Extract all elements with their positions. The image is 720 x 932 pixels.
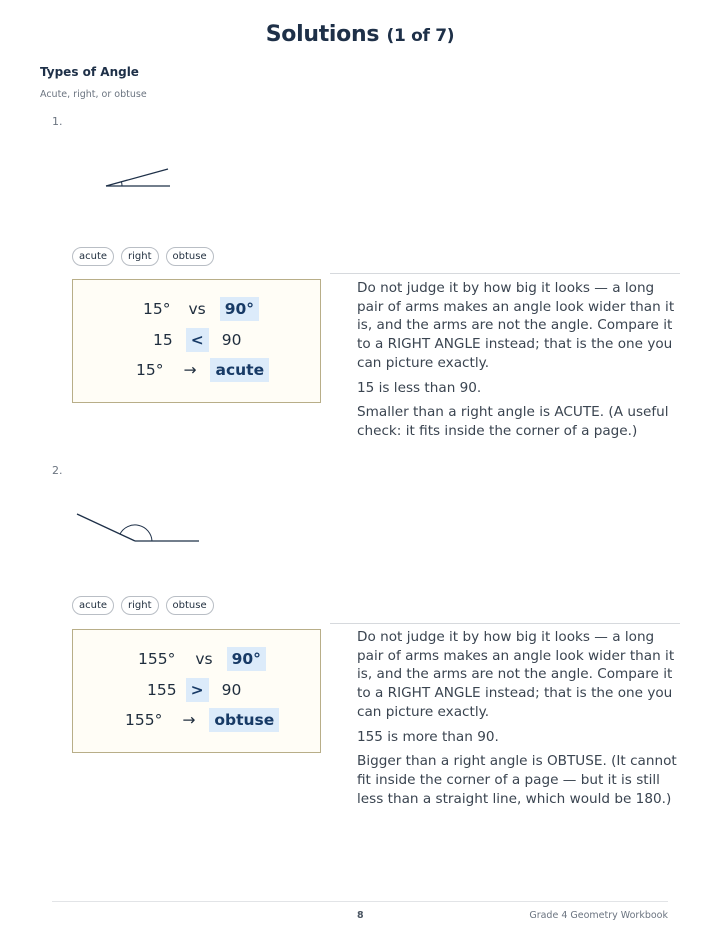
explanation-paragraph: Do not judge it by how big it looks — a long pair of arms makes an angle look wider than it is, and the arms are not the angle. Compare it to a RIGHT ANGLE instead; that is the one you can picture exactly. <box>357 280 675 371</box>
angle-arc <box>122 182 123 186</box>
answer-choices <box>72 596 214 615</box>
result-row <box>125 708 279 732</box>
relation-right: 90 <box>221 331 242 349</box>
relation-sign: < <box>186 328 209 352</box>
book-title: Grade 4 Geometry Workbook <box>529 910 668 921</box>
angle-value: 155° <box>138 650 176 668</box>
explanation <box>357 628 679 814</box>
compare-row <box>143 297 259 321</box>
problem-number: 1. <box>52 115 63 128</box>
choice-chip-obtuse[interactable]: obtuse <box>166 247 214 266</box>
arrow-icon: → <box>183 361 197 379</box>
relation-row <box>147 678 241 702</box>
choice-chip-acute[interactable]: acute <box>72 596 114 615</box>
relation-sign: > <box>186 678 209 702</box>
result-answer: acute <box>210 358 269 382</box>
explanation-paragraph: 15 is less than 90. <box>357 379 482 396</box>
choice-chip-right[interactable]: right <box>121 247 159 266</box>
divider <box>330 273 680 274</box>
result-row <box>136 358 269 382</box>
result-angle: 15° <box>136 361 164 379</box>
explanation-paragraph: Bigger than a right angle is OBTUSE. (It cannot fit inside the corner of a page — but it is still less than a straight line, which would be 180.) <box>357 753 677 807</box>
choice-chip-acute[interactable]: acute <box>72 247 114 266</box>
right-angle-reference: 90° <box>220 297 259 321</box>
result-answer: obtuse <box>209 708 279 732</box>
page-number: 8 <box>357 910 364 921</box>
angle-arm-rotated <box>106 169 168 186</box>
result-angle: 155° <box>125 711 163 729</box>
arrow-icon: → <box>182 711 196 729</box>
page-title <box>0 22 720 47</box>
explanation-paragraph: 155 is more than 90. <box>357 728 499 745</box>
page-title-count: (1 of 7) <box>386 26 455 46</box>
relation-row <box>153 328 241 352</box>
problem-number: 2. <box>52 464 63 477</box>
section-title: Types of Angle <box>40 65 139 79</box>
right-angle-reference: 90° <box>227 647 266 671</box>
vs-label: vs <box>195 650 213 668</box>
page-title-text: Solutions <box>265 22 380 47</box>
compare-row <box>138 647 266 671</box>
angle-value: 15° <box>143 300 171 318</box>
choice-chip-right[interactable]: right <box>121 596 159 615</box>
angle-arc <box>120 525 152 541</box>
relation-right: 90 <box>221 681 242 699</box>
angle-figure-obtuse <box>60 505 220 555</box>
answer-choices <box>72 247 214 266</box>
working-box <box>72 279 321 403</box>
divider <box>330 623 680 624</box>
working-box <box>72 629 321 753</box>
relation-left: 15 <box>153 331 173 349</box>
footer-divider <box>52 901 668 902</box>
explanation-paragraph: Smaller than a right angle is ACUTE. (A useful check: it fits inside the corner of a page.) <box>357 404 669 439</box>
explanation <box>357 279 679 447</box>
vs-label: vs <box>188 300 206 318</box>
choice-chip-obtuse[interactable]: obtuse <box>166 596 214 615</box>
section-subtitle: Acute, right, or obtuse <box>40 89 147 100</box>
angle-figure-acute <box>60 150 220 210</box>
explanation-paragraph: Do not judge it by how big it looks — a long pair of arms makes an angle look wider than it is, and the arms are not the angle. Compare it to a RIGHT ANGLE instead; that is the one you can picture exactly. <box>357 629 675 720</box>
relation-left: 155 <box>147 681 177 699</box>
